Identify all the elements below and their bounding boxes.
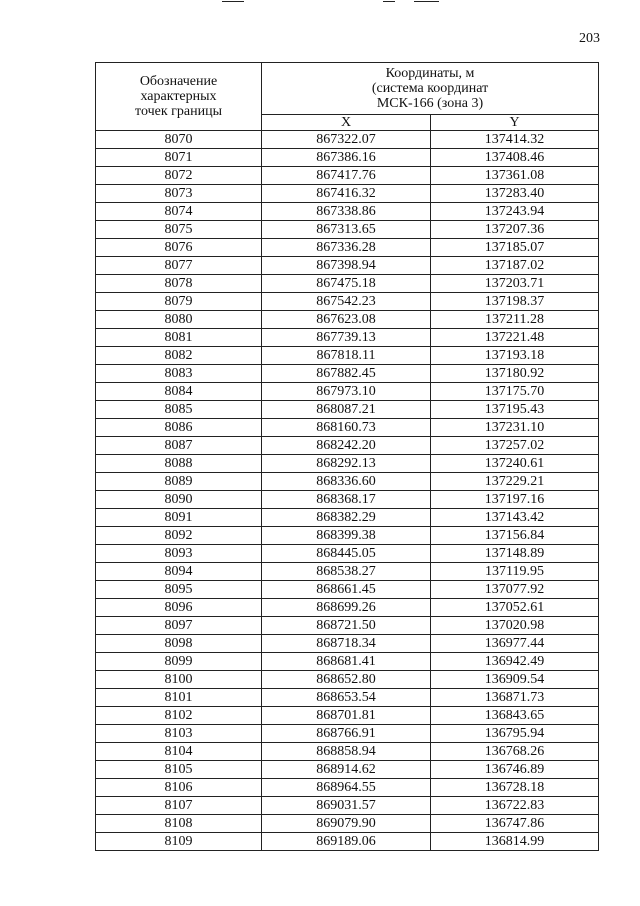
x-coordinate-cell: 868914.62: [262, 761, 431, 779]
x-coordinate-cell: 868718.34: [262, 635, 431, 653]
x-coordinate-cell: 867386.16: [262, 149, 431, 167]
x-coordinate-cell: 868653.54: [262, 689, 431, 707]
header-coordinates-line: МСК-166 (зона 3): [376, 96, 484, 111]
point-cell: 8072: [96, 167, 262, 185]
y-coordinate-cell: 137231.10: [431, 419, 599, 437]
x-coordinate-cell: 868336.60: [262, 473, 431, 491]
header-coordinates-line: Координаты, м: [385, 66, 475, 81]
point-cell: 8106: [96, 779, 262, 797]
y-coordinate-cell: 137197.16: [431, 491, 599, 509]
table-row: [96, 527, 599, 545]
y-coordinate-cell: 137207.36: [431, 221, 599, 239]
x-coordinate-cell: 868661.45: [262, 581, 431, 599]
point-cell: 8101: [96, 689, 262, 707]
point-cell: 8108: [96, 815, 262, 833]
y-coordinate-cell: 137240.61: [431, 455, 599, 473]
point-cell: 8073: [96, 185, 262, 203]
x-coordinate-cell: 867542.23: [262, 293, 431, 311]
x-coordinate-cell: 868399.38: [262, 527, 431, 545]
point-cell: 8081: [96, 329, 262, 347]
table-row: [96, 545, 599, 563]
table-row: [96, 167, 599, 185]
point-cell: 8077: [96, 257, 262, 275]
point-cell: 8070: [96, 131, 262, 149]
table-row: [96, 347, 599, 365]
x-coordinate-cell: 868858.94: [262, 743, 431, 761]
y-coordinate-cell: 137198.37: [431, 293, 599, 311]
header-designation-line: точек границы: [135, 104, 222, 119]
y-coordinate-cell: 137175.70: [431, 383, 599, 401]
x-coordinate-cell: 867475.18: [262, 275, 431, 293]
header-x: X: [262, 115, 431, 131]
table-row: [96, 311, 599, 329]
x-coordinate-cell: 867417.76: [262, 167, 431, 185]
table-row: [96, 419, 599, 437]
point-cell: 8094: [96, 563, 262, 581]
y-coordinate-cell: 136728.18: [431, 779, 599, 797]
x-coordinate-cell: 867739.13: [262, 329, 431, 347]
table-row: [96, 617, 599, 635]
x-coordinate-cell: 868699.26: [262, 599, 431, 617]
y-coordinate-cell: 136747.86: [431, 815, 599, 833]
point-cell: 8098: [96, 635, 262, 653]
y-coordinate-cell: 137180.92: [431, 365, 599, 383]
y-coordinate-cell: 137361.08: [431, 167, 599, 185]
table-row: [96, 239, 599, 257]
y-coordinate-cell: 137148.89: [431, 545, 599, 563]
y-coordinate-cell: 137020.98: [431, 617, 599, 635]
table-row: [96, 365, 599, 383]
y-coordinate-cell: 137187.02: [431, 257, 599, 275]
x-coordinate-cell: 868964.55: [262, 779, 431, 797]
y-coordinate-cell: 137077.92: [431, 581, 599, 599]
point-cell: 8105: [96, 761, 262, 779]
y-coordinate-cell: 137193.18: [431, 347, 599, 365]
table-row: [96, 761, 599, 779]
table-row: [96, 581, 599, 599]
y-coordinate-cell: 137283.40: [431, 185, 599, 203]
point-cell: 8092: [96, 527, 262, 545]
table-row: [96, 437, 599, 455]
point-cell: 8085: [96, 401, 262, 419]
header-point-designation: [96, 63, 262, 131]
point-cell: 8096: [96, 599, 262, 617]
y-coordinate-cell: 137243.94: [431, 203, 599, 221]
y-coordinate-cell: 137119.95: [431, 563, 599, 581]
x-coordinate-cell: 868160.73: [262, 419, 431, 437]
x-coordinate-cell: 868292.13: [262, 455, 431, 473]
y-coordinate-cell: 137414.32: [431, 131, 599, 149]
x-coordinate-cell: 869189.06: [262, 833, 431, 851]
point-cell: 8082: [96, 347, 262, 365]
x-coordinate-cell: 867818.11: [262, 347, 431, 365]
table-row: [96, 653, 599, 671]
x-coordinate-cell: 868087.21: [262, 401, 431, 419]
point-cell: 8107: [96, 797, 262, 815]
y-coordinate-cell: 136942.49: [431, 653, 599, 671]
table-row: [96, 743, 599, 761]
table-row: [96, 257, 599, 275]
y-coordinate-cell: 136722.83: [431, 797, 599, 815]
table-row: [96, 671, 599, 689]
y-coordinate-cell: 136814.99: [431, 833, 599, 851]
x-coordinate-cell: 868721.50: [262, 617, 431, 635]
x-coordinate-cell: 867336.28: [262, 239, 431, 257]
point-cell: 8090: [96, 491, 262, 509]
table-row: [96, 383, 599, 401]
x-coordinate-cell: 868445.05: [262, 545, 431, 563]
point-cell: 8079: [96, 293, 262, 311]
x-coordinate-cell: 867398.94: [262, 257, 431, 275]
y-coordinate-cell: 137221.48: [431, 329, 599, 347]
y-coordinate-cell: 136909.54: [431, 671, 599, 689]
page-number: 203: [579, 31, 600, 46]
point-cell: 8102: [96, 707, 262, 725]
point-cell: 8093: [96, 545, 262, 563]
point-cell: 8074: [96, 203, 262, 221]
table-row: [96, 275, 599, 293]
table-row: [96, 815, 599, 833]
point-cell: 8076: [96, 239, 262, 257]
y-coordinate-cell: 136768.26: [431, 743, 599, 761]
point-cell: 8099: [96, 653, 262, 671]
x-coordinate-cell: 868368.17: [262, 491, 431, 509]
table-row: [96, 131, 599, 149]
header-coordinates-line: (система координат: [371, 81, 489, 96]
point-cell: 8071: [96, 149, 262, 167]
table-row: [96, 779, 599, 797]
y-coordinate-cell: 137229.21: [431, 473, 599, 491]
y-coordinate-cell: 137211.28: [431, 311, 599, 329]
y-coordinate-cell: 137052.61: [431, 599, 599, 617]
coordinates-table: [95, 62, 599, 851]
x-coordinate-cell: 868382.29: [262, 509, 431, 527]
y-coordinate-cell: 136746.89: [431, 761, 599, 779]
table-row: [96, 797, 599, 815]
table-row: [96, 203, 599, 221]
point-cell: 8104: [96, 743, 262, 761]
point-cell: 8086: [96, 419, 262, 437]
point-cell: 8078: [96, 275, 262, 293]
table-row: [96, 725, 599, 743]
point-cell: 8103: [96, 725, 262, 743]
x-coordinate-cell: 868766.91: [262, 725, 431, 743]
table-row: [96, 689, 599, 707]
y-coordinate-cell: 137195.43: [431, 401, 599, 419]
table-row: [96, 635, 599, 653]
point-cell: 8080: [96, 311, 262, 329]
x-coordinate-cell: 869031.57: [262, 797, 431, 815]
point-cell: 8087: [96, 437, 262, 455]
table-row: [96, 509, 599, 527]
table-row: [96, 149, 599, 167]
x-coordinate-cell: 867973.10: [262, 383, 431, 401]
table-row: [96, 455, 599, 473]
point-cell: 8091: [96, 509, 262, 527]
table-row: [96, 293, 599, 311]
table-row: [96, 563, 599, 581]
y-coordinate-cell: 137156.84: [431, 527, 599, 545]
point-cell: 8075: [96, 221, 262, 239]
point-cell: 8095: [96, 581, 262, 599]
y-coordinate-cell: 136871.73: [431, 689, 599, 707]
table-row: [96, 401, 599, 419]
point-cell: 8089: [96, 473, 262, 491]
header-coordinates: [262, 63, 599, 115]
table-row: [96, 599, 599, 617]
table-row: [96, 329, 599, 347]
x-coordinate-cell: 868538.27: [262, 563, 431, 581]
y-coordinate-cell: 137185.07: [431, 239, 599, 257]
point-cell: 8100: [96, 671, 262, 689]
table-body: [96, 131, 599, 851]
y-coordinate-cell: 137203.71: [431, 275, 599, 293]
x-coordinate-cell: 868652.80: [262, 671, 431, 689]
x-coordinate-cell: 867313.65: [262, 221, 431, 239]
point-cell: 8083: [96, 365, 262, 383]
x-coordinate-cell: 867338.86: [262, 203, 431, 221]
point-cell: 8088: [96, 455, 262, 473]
table-row: [96, 221, 599, 239]
point-cell: 8097: [96, 617, 262, 635]
top-edge-marks: [0, 0, 640, 6]
y-coordinate-cell: 136795.94: [431, 725, 599, 743]
x-coordinate-cell: 867322.07: [262, 131, 431, 149]
header-designation-line: характерных: [140, 89, 217, 104]
table-row: [96, 833, 599, 851]
y-coordinate-cell: 136843.65: [431, 707, 599, 725]
y-coordinate-cell: 137408.46: [431, 149, 599, 167]
x-coordinate-cell: 867882.45: [262, 365, 431, 383]
table-row: [96, 707, 599, 725]
point-cell: 8109: [96, 833, 262, 851]
table-row: [96, 185, 599, 203]
x-coordinate-cell: 869079.90: [262, 815, 431, 833]
table-row: [96, 491, 599, 509]
y-coordinate-cell: 136977.44: [431, 635, 599, 653]
table-row: [96, 473, 599, 491]
x-coordinate-cell: 868701.81: [262, 707, 431, 725]
point-cell: 8084: [96, 383, 262, 401]
header-designation-line: Обозначение: [139, 74, 218, 89]
header-y: Y: [431, 115, 599, 131]
x-coordinate-cell: 868242.20: [262, 437, 431, 455]
x-coordinate-cell: 868681.41: [262, 653, 431, 671]
x-coordinate-cell: 867416.32: [262, 185, 431, 203]
y-coordinate-cell: 137143.42: [431, 509, 599, 527]
y-coordinate-cell: 137257.02: [431, 437, 599, 455]
x-coordinate-cell: 867623.08: [262, 311, 431, 329]
